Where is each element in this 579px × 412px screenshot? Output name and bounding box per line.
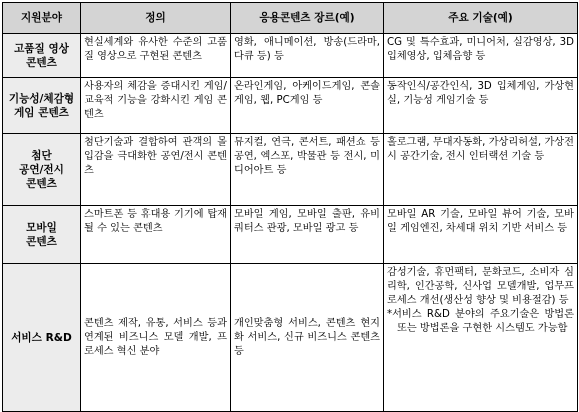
table-row: [3, 78, 578, 134]
genres-cell: 온라인게임, 아케이드게임, 콘솔게임, 웹, PC게임 등: [231, 78, 384, 134]
table-row: [3, 264, 578, 412]
definition-cell: 첨단기술과 결합하여 관객의 몰입감을 극대화한 공연/전시 콘텐츠: [81, 134, 231, 206]
category-cell: [3, 206, 81, 264]
header-definition: 정의: [81, 3, 231, 34]
header-support-field: 지원분야: [3, 3, 81, 34]
tech-cell: [384, 34, 578, 78]
definition-cell: 현실세계와 유사한 수준의 고품질 영상으로 구현된 콘텐츠: [81, 34, 231, 78]
tech-text: 감성기술, 휴먼팩터, 문화코드, 소비자 심리학, 인간공학, 신사업 모델개발, 업무프로세스 개선(생산성 향상 및 비용절감) 등: [387, 267, 574, 306]
tech-text: 홀로그램, 무대자동화, 가상리허설, 가상전시 공간기술, 전시 인터랙션 기술 등: [387, 137, 574, 162]
genres-cell: 영화, 애니메이션, 방송(드라마, 다큐 등) 등: [231, 34, 384, 78]
table-row: [3, 34, 578, 78]
tech-note: *서비스 R&D 분야의 주요기술은 방법론 또는 방법론을 구현한 시스템도 가능함: [387, 309, 574, 334]
header-row: [3, 3, 578, 34]
category-line: 콘텐츠: [26, 235, 57, 248]
tech-cell: [384, 134, 578, 206]
header-genres: 응용콘텐츠 장르(예): [231, 3, 384, 34]
category-line: 공연/전시: [19, 163, 64, 176]
definition-cell: 콘텐츠 제작, 유통, 서비스 등과 연계된 비즈니스 모델 개발, 프로세스 혁신 분야: [81, 264, 231, 412]
tech-cell: [384, 206, 578, 264]
definition-cell: 스마트폰 등 휴대용 기기에 탑재될 수 있는 콘텐츠: [81, 206, 231, 264]
category-cell: [3, 34, 81, 78]
category-line: 콘텐츠: [26, 177, 57, 190]
table-row: [3, 134, 578, 206]
category-line: 게임 콘텐츠: [14, 106, 69, 119]
tech-text: CG 및 특수효과, 미니어처, 실감영상, 3D 입체영상, 입체음향 등: [387, 37, 574, 62]
category-line: 서비스 R&D: [11, 331, 72, 344]
category-line: 콘텐츠: [26, 56, 57, 69]
genres-cell: 뮤지컬, 연극, 콘서트, 패션쇼 등 공연, 엑스포, 박물관 등 전시, 미디어아트 등: [231, 134, 384, 206]
category-cell: [3, 78, 81, 134]
category-cell: [3, 264, 81, 412]
tech-cell: [384, 78, 578, 134]
category-line: 기능성/체감형: [8, 92, 75, 105]
category-line: 고품질 영상: [14, 42, 69, 55]
definition-cell: 사용자의 체감을 증대시킨 게임/ 교육적 기능을 강화시킨 게임 콘텐츠: [81, 78, 231, 134]
tech-text: 동작인식/공간인식, 3D 입체게임, 가상현실, 기능성 게임기술 등: [387, 81, 574, 106]
category-cell: [3, 134, 81, 206]
support-field-table: [2, 2, 578, 412]
table-row: [3, 206, 578, 264]
tech-cell: [384, 264, 578, 412]
category-line: 모바일: [26, 221, 57, 234]
category-line: 첨단: [31, 149, 52, 162]
genres-cell: 모바일 게임, 모바일 출판, 유비쿼터스 관광, 모바일 광고 등: [231, 206, 384, 264]
header-key-tech: 주요 기술(예): [384, 3, 578, 34]
genres-cell: 개인맞춤형 서비스, 콘텐츠 현지화 서비스, 신규 비즈니스 콘텐츠 등: [231, 264, 384, 412]
tech-text: 모바일 AR 기술, 모바일 뷰어 기술, 모바일 게임엔진, 차세대 위치 기반 서비스 등: [387, 209, 574, 234]
